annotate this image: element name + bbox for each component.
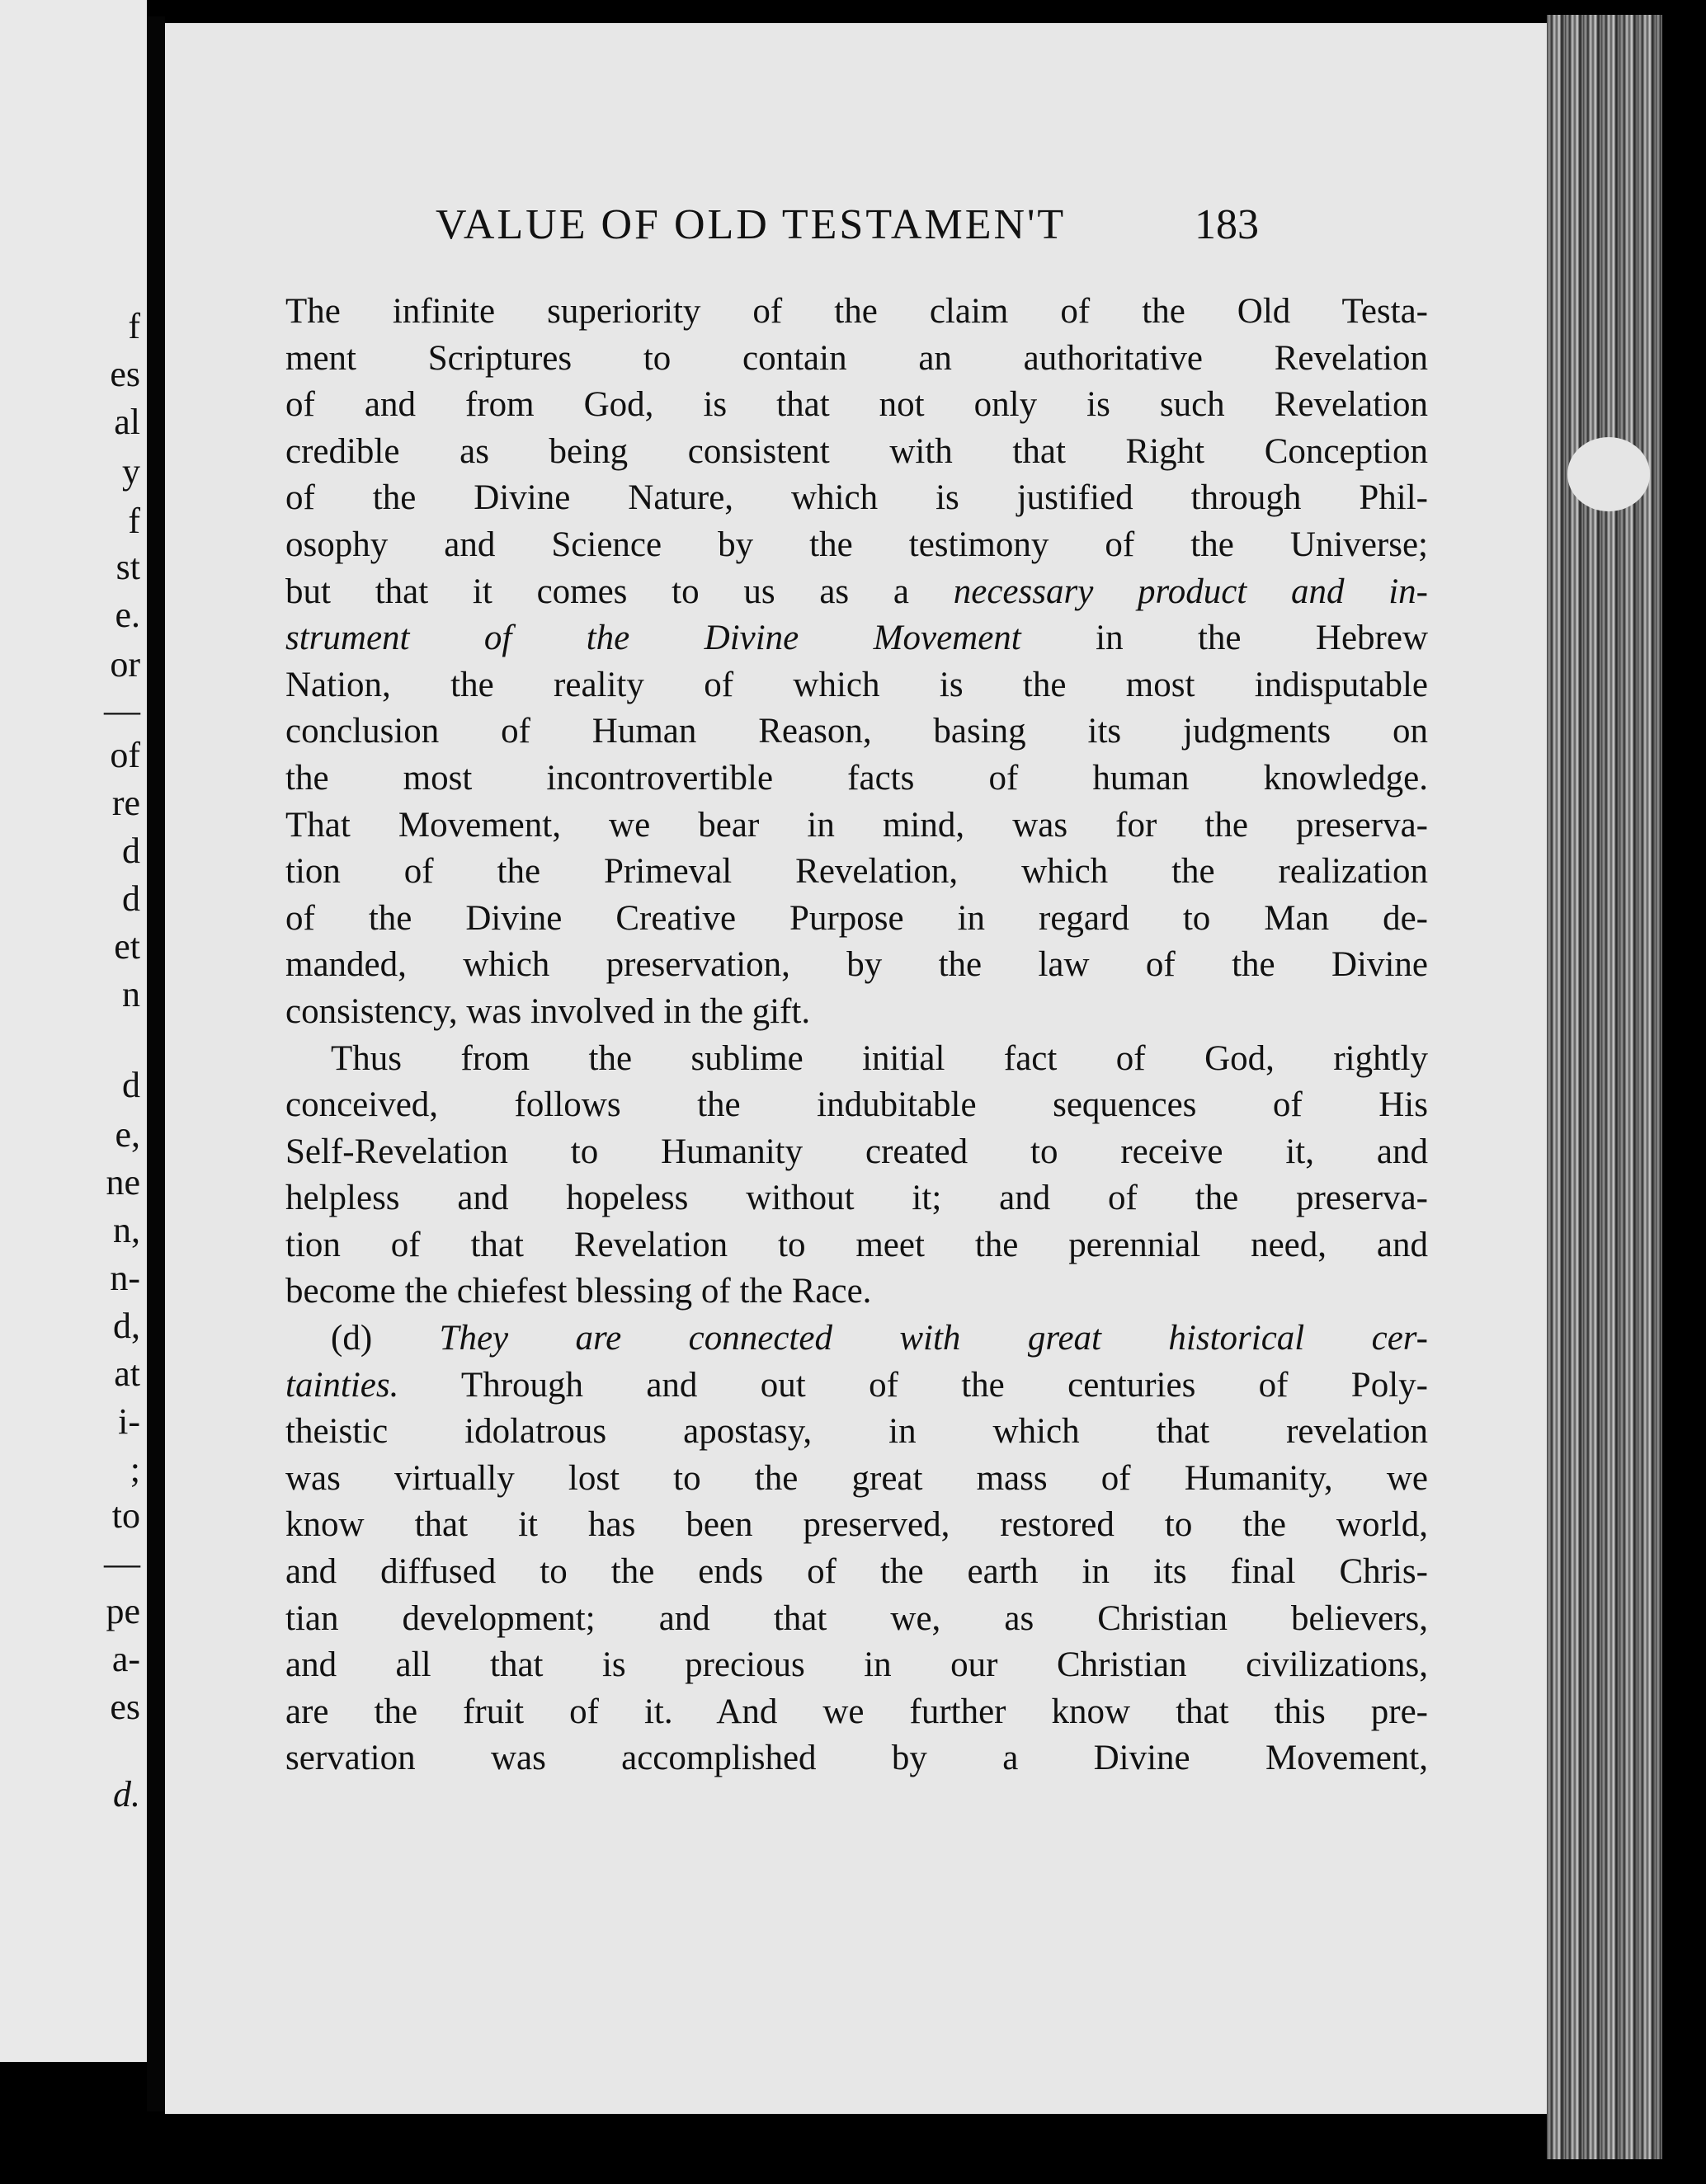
facing-page-margin-fragments [0,0,147,2062]
margin-fragment: n [122,974,140,1014]
text-line: of and from God, is that not only is such Revelation [285,385,1428,425]
text-line: Self-Revelation to Humanity created to receive it, and [285,1132,1428,1171]
margin-fragment: al [114,402,140,442]
page-edge-blot [1567,437,1650,511]
margin-fragment: d [122,831,140,871]
margin-fragment: d [122,878,140,919]
text-line: osophy and Science by the testimony of the Universe; [285,525,1428,564]
text-line: tion of the Primeval Revelation, which the realization [285,852,1428,892]
margin-fragment: at [114,1353,140,1394]
margin-fragment: et [114,926,140,967]
text-line [285,569,1428,616]
margin-fragment: d [122,1065,140,1105]
text-line: conceived, follows the indubitable sequences of His [285,1085,1428,1125]
margin-fragment: es [110,1687,140,1727]
margin-fragment: to [111,1495,140,1536]
book-gutter [147,16,165,2111]
text-line: tian development; and that we, as Christian believers, [285,1598,1428,1638]
text-line: conclusion of Human Reason, basing its judgments on [285,712,1428,751]
text-line [285,1316,1428,1363]
text-line: Thus from the sublime initial fact of God, rightly [331,1038,1428,1078]
text-line: know that it has been preserved, restored to the world, [285,1505,1428,1545]
text-line: of the Divine Nature, which is justified through Phil- [285,478,1428,518]
margin-fragment: ne [106,1162,140,1203]
text-line: ment Scriptures to contain an authoritative Revelation [285,338,1428,378]
italic-phrase: strument of the Divine Movement [285,619,1021,658]
italic-phrase: necessary product and in- [953,572,1428,611]
text-line: credible as being consistent with that Right Conception [285,431,1428,471]
text-line: servation was accomplished by a Divine Movement, [285,1739,1428,1778]
text-run: in the Hebrew [1020,619,1428,658]
text-line: was virtually lost to the great mass of Humanity, we [285,1458,1428,1498]
text-line: Nation, the reality of which is the most indisputable [285,665,1428,704]
margin-fragment: e. [115,595,140,635]
italic-phrase: tainties. [285,1365,399,1405]
text-line: and diffused to the ends of the earth in its final Chris- [285,1552,1428,1592]
italic-phrase: They are connected with great historical cer- [372,1319,1428,1358]
text-line: That Movement, we bear in mind, was for the preserva- [285,805,1428,845]
text-line: the most incontrovertible facts of human knowledge. [285,758,1428,798]
margin-fragment: pe [106,1591,140,1631]
running-head: VALUE OF OLD TESTAMEN'T [436,201,1067,248]
margin-fragment: es [110,354,140,394]
text-line [285,1363,1428,1410]
body-text [285,289,1428,1782]
text-line: manded, which preservation, by the law of the Divine [285,945,1428,985]
margin-fragment: or [110,644,140,685]
text-line: of the Divine Creative Purpose in regard to Man de- [285,898,1428,938]
page-number: 183 [1195,201,1259,248]
margin-fragment: st [115,547,140,587]
text-line: become the chiefest blessing of the Race. [285,1272,872,1311]
margin-fragment: — [104,690,140,731]
margin-fragment: a- [111,1639,140,1679]
text-line: are the fruit of it. And we further know that this pre- [285,1692,1428,1731]
margin-fragment: i- [118,1401,140,1442]
margin-fragment: d, [113,1306,140,1346]
text-line: theistic idolatrous apostasy, in which that revelation [285,1412,1428,1452]
text-line: tion of that Revelation to meet the perennial need, and [285,1225,1428,1264]
text-run: but that it comes to us as a [285,572,954,611]
text-run: Through and out of the centuries of Poly- [398,1365,1428,1405]
margin-fragment: n, [113,1210,140,1250]
section-label: (d) [331,1319,373,1358]
page-header [165,200,1547,266]
margin-fragment: e, [115,1114,140,1155]
text-line: consistency, was involved in the gift. [285,991,811,1031]
facing-page [0,0,147,2062]
margin-fragment: y [122,451,140,492]
book-page [165,23,1547,2114]
text-line: and all that is precious in our Christian civilizations, [285,1645,1428,1685]
text-line: The infinite superiority of the claim of the Old Testa- [285,292,1428,331]
text-line: helpless and hopeless without it; and of the preserva- [285,1179,1428,1218]
margin-fragment: d. [113,1774,140,1815]
page-edges [1547,15,1662,2159]
margin-fragment: f [128,501,140,541]
margin-fragment: re [111,783,140,823]
margin-fragment: n- [110,1258,140,1298]
margin-fragment: ; [130,1449,140,1490]
margin-fragment: — [104,1543,140,1584]
text-line [285,615,1428,662]
margin-fragment: of [110,735,140,775]
margin-fragment: f [128,306,140,346]
